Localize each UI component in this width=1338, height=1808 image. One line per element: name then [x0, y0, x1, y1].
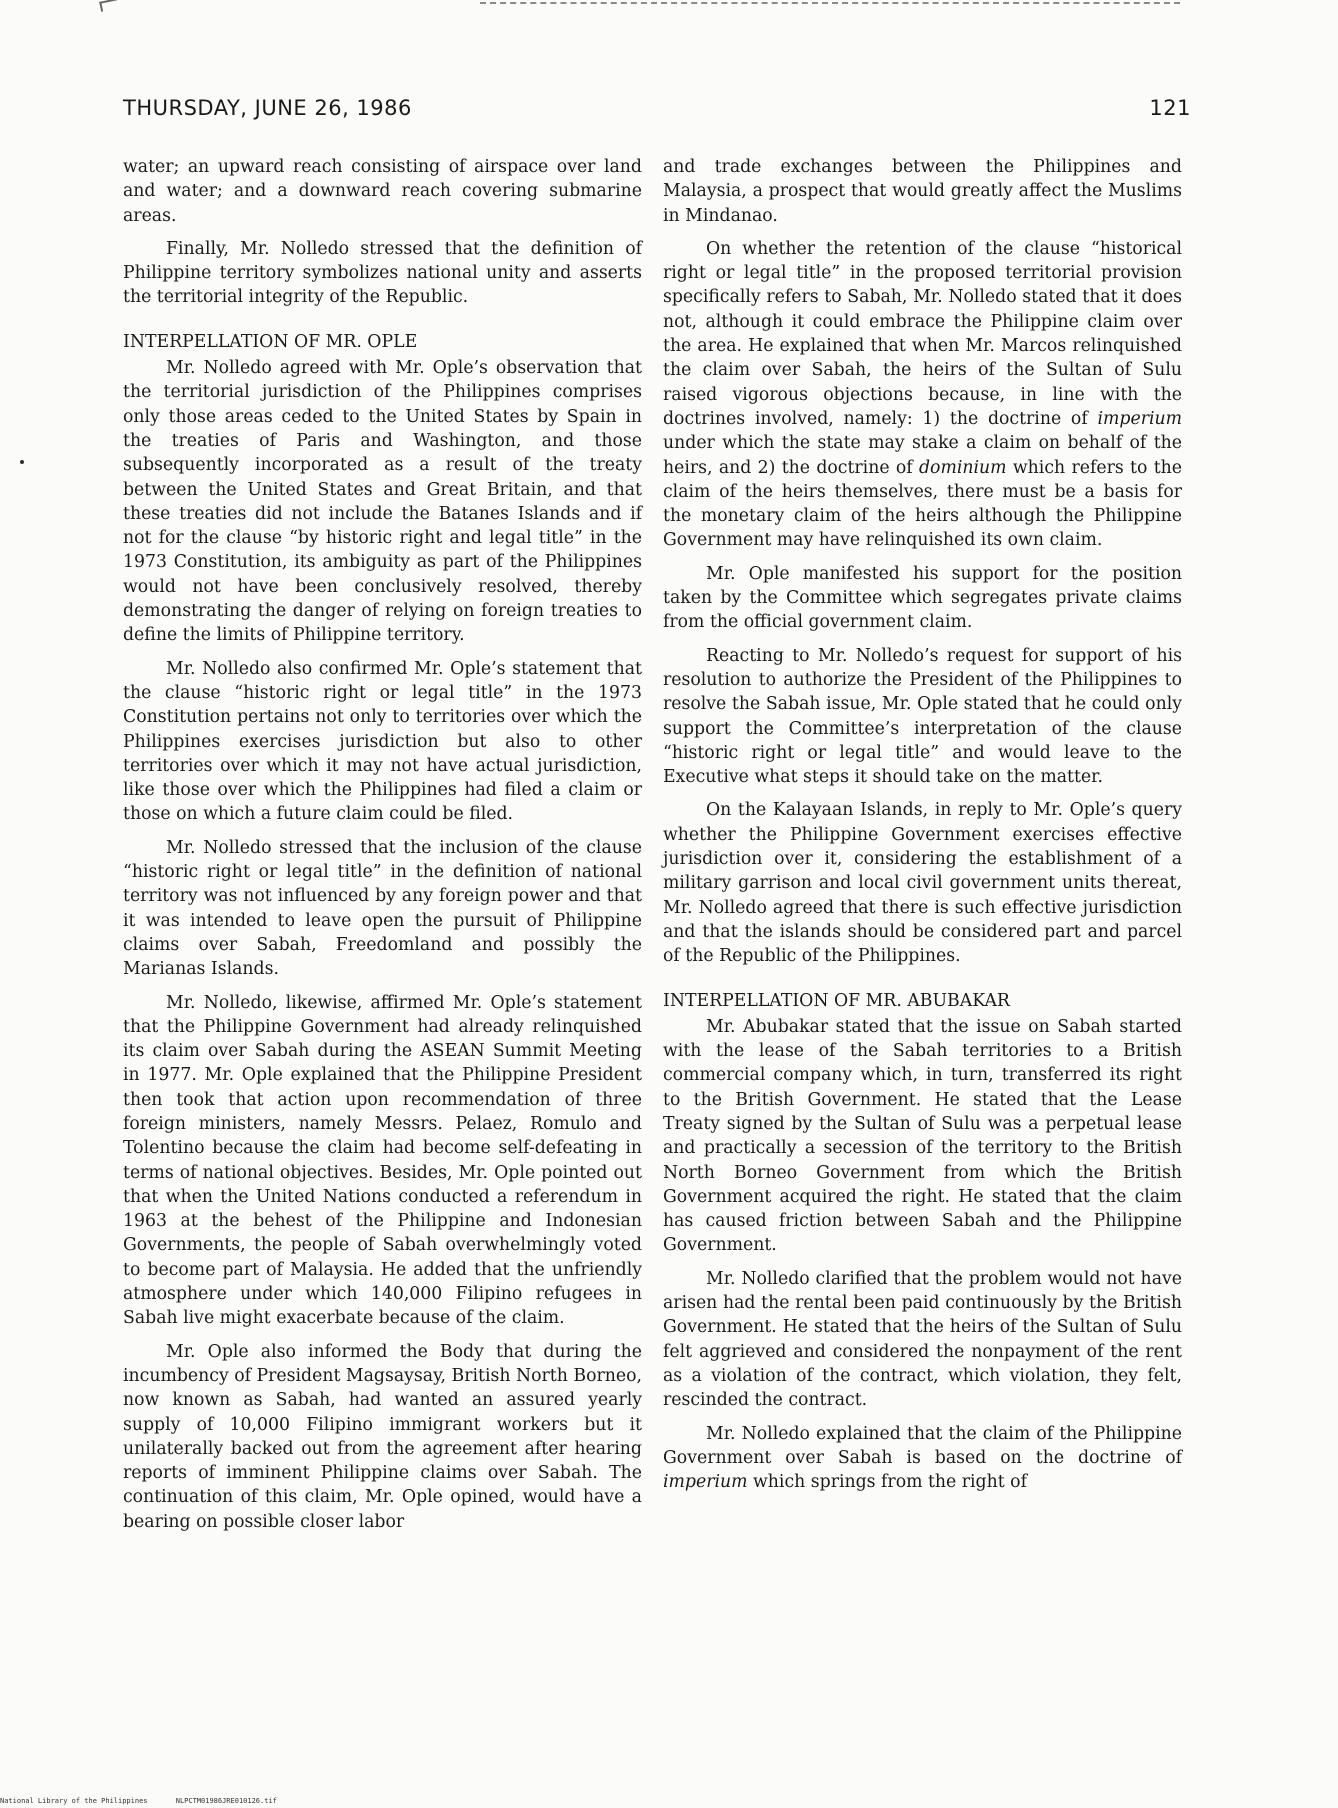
paragraph: Mr. Nolledo also confirmed Mr. Ople’s statement that the clause “historic right or legal title” in the 1973 Constitution pertains not only to territories over which the Philippines exercises jurisdiction but also to other territories over which it may not have actual jurisdiction, like those over which the Philippines had filed a claim or those on which a future claim could be filed. [123, 658, 642, 825]
paragraph: Reacting to Mr. Nolledo’s request for support of his resolution to authorize the President of the Philippines to resolve the Sabah issue, Mr. Ople stated that he could only support the Committee’s interpretation of the clause “historic right or legal title” and would leave to the Executive what steps it should take on the matter. [663, 645, 1182, 788]
footer-filename: NLPCTM01986JRE010126.tif [175, 1797, 277, 1805]
page-number: 121 [1149, 96, 1191, 120]
scan-speck [20, 460, 24, 464]
paragraph: Mr. Nolledo, likewise, affirmed Mr. Ople’s statement that the Philippine Government had already relinquished its claim over Sabah during the ASEAN Summit Meeting in 1977. Mr. Ople explained that the Philippine President then took that action upon recommendation of three foreign ministers, namely Messrs. Pelaez, Romulo and Tolentino because the claim had become self-defeating in terms of national objectives. Besides, Mr. Ople pointed out that when the United Nations conducted a referendum in 1963 at the behest of the Philippine and Indonesian Governments, the people of Sabah overwhelmingly voted to become part of Malaysia. He added that the unfriendly atmosphere under which 140,000 Filipino refugees in Sabah live might exacerbate because of the claim. [123, 992, 642, 1329]
paragraph: Mr. Nolledo clarified that the problem would not have arisen had the rental been paid continuously by the British Government. He stated that the heirs of the Sultan of Sulu felt aggrieved and considered the nonpayment of the rent as a violation of the contract, which violation, they felt, rescinded the contract. [663, 1268, 1182, 1411]
right-column [663, 155, 1182, 1503]
paragraph: Mr. Nolledo explained that the claim of the Philippine Government over Sabah is based on the doctrine of imperium which springs from the right of [663, 1423, 1182, 1493]
header-date: THURSDAY, JUNE 26, 1986 [123, 96, 412, 120]
footer-library: National Library of the Philippines [0, 1797, 148, 1805]
paragraph: Mr. Ople manifested his support for the position taken by the Committee which segregates private claims from the official government claim. [663, 563, 1182, 633]
section-heading: INTERPELLATION OF MR. OPLE [123, 331, 418, 352]
paragraph: and trade exchanges between the Philippines and Malaysia, a prospect that would greatly affect the Muslims in Mindanao. [663, 157, 1182, 226]
left-column [123, 155, 642, 1543]
paragraph: water; an upward reach consisting of airspace over land and water; and a downward reach covering submarine areas. [123, 157, 642, 226]
paragraph: Mr. Abubakar stated that the issue on Sabah started with the lease of the Sabah territories to a British commercial company which, in turn, transferred its right to the British Government. He stated that the Lease Treaty signed by the Sultan of Sulu was a perpetual lease and practically a secession of the territory to the British North Borneo Government from which the British Government acquired the right. He stated that the claim has caused friction between Sabah and the Philippine Government. [663, 1016, 1182, 1256]
paragraph: Finally, Mr. Nolledo stressed that the definition of Philippine territory symbolizes national unity and asserts the territorial integrity of the Republic. [123, 238, 642, 308]
paragraph: On whether the retention of the clause “historical right or legal title” in the proposed territorial provision specifically refers to Sabah, Mr. Nolledo stated that it does not, although it could embrace the Philippine claim over the area. He explained that when Mr. Marcos relinquished the claim over Sabah, the heirs of the Sultan of Sulu raised vigorous objections because, in line with the doctrines involved, namely: 1) the doctrine of imperium under which the state may stake a claim on behalf of the heirs, and 2) the doctrine of dominium which refers to the claim of the heirs themselves, there must be a basis for the monetary claim of the heirs although the Philippine Government may have relinquished its own claim. [663, 238, 1182, 551]
section-heading: INTERPELLATION OF MR. ABUBAKAR [663, 990, 1010, 1011]
paragraph: On the Kalayaan Islands, in reply to Mr. Ople’s query whether the Philippine Government exercises effective jurisdiction over it, considering the establishment of a military garrison and local civil government units thereat, Mr. Nolledo agreed that there is such effective jurisdiction and that the islands should be considered part and parcel of the Republic of the Philippines. [663, 800, 1182, 967]
page-header [123, 96, 1191, 126]
top-scan-rule [480, 2, 1180, 4]
paragraph: Mr. Nolledo stressed that the inclusion of the clause “historic right or legal title” in the definition of national territory was not influenced by any foreign power and that it was intended to leave open the pursuit of Philippine claims over Sabah, Freedomland and possibly the Marianas Islands. [123, 837, 642, 980]
scan-footer [0, 1797, 600, 1805]
scan-mark [99, 0, 119, 12]
paragraph: Mr. Ople also informed the Body that during the incumbency of President Magsaysay, British North Borneo, now known as Sabah, had wanted an assured yearly supply of 10,000 Filipino immigrant workers but it unilaterally backed out from the agreement after hearing reports of imminent Philippine claims over Sabah. The continuation of this claim, Mr. Ople opined, would have a bearing on possible closer labor [123, 1341, 642, 1532]
paragraph: Mr. Nolledo agreed with Mr. Ople’s observation that the territorial jurisdiction of the Philippines comprises only those areas ceded to the United States by Spain in the treaties of Paris and Washington, and those subsequently incorporated as a result of the treaty between the United States and Great Britain, and that these treaties did not include the Batanes Islands and if not for the clause “by historic right and legal title” in the 1973 Constitution, its ambiguity as part of the Philippines would not have been conclusively resolved, thereby demonstrating the danger of relying on foreign treaties to define the limits of Philippine territory. [123, 358, 642, 646]
